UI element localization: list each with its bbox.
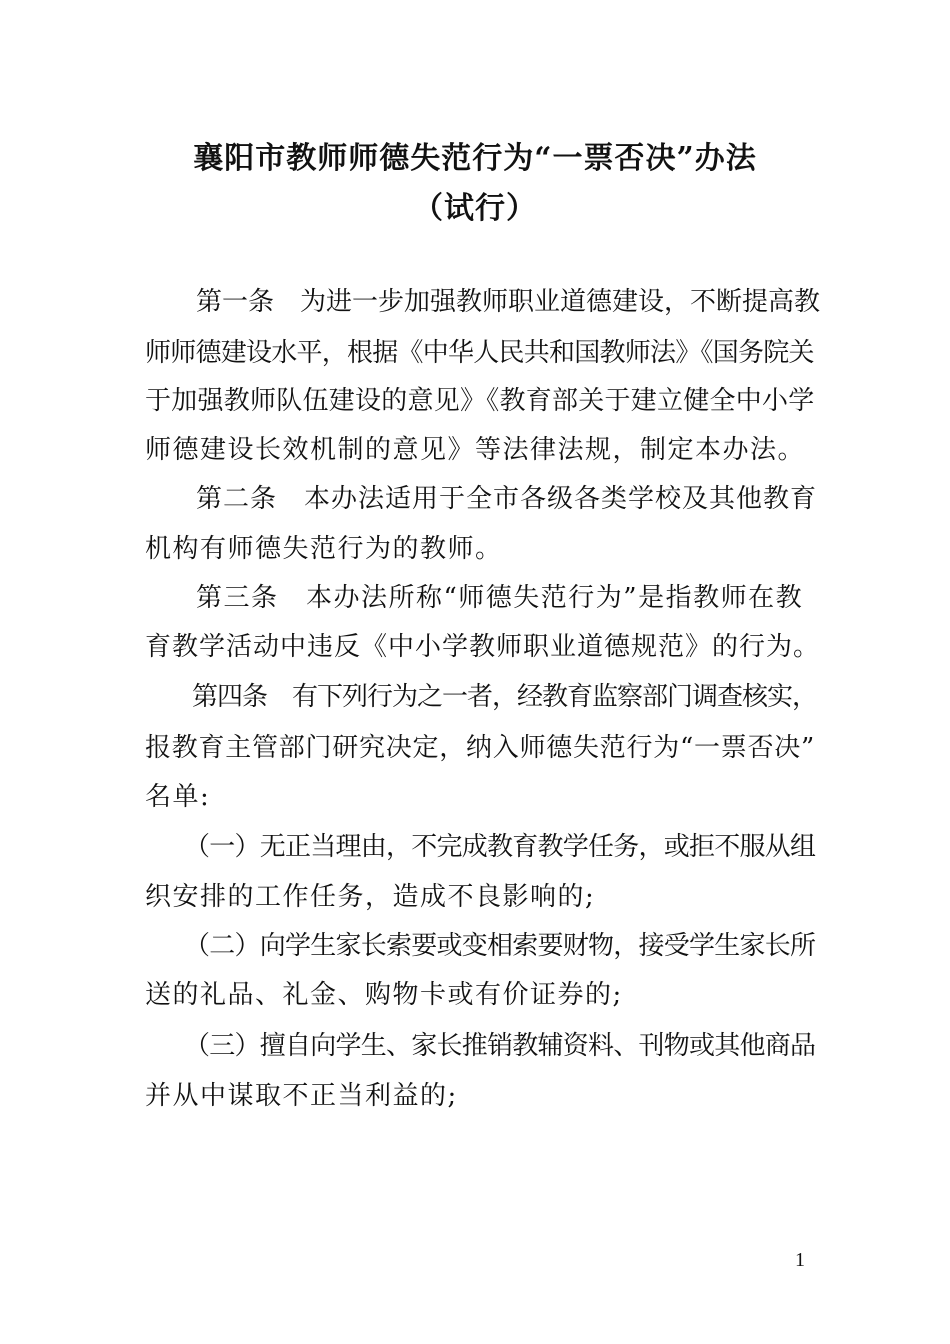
article-1-line-1: 第一条 为进一步加强教师职业道德建设，不断提高教 bbox=[196, 287, 821, 317]
clause-1-line-2: 织安排的工作任务，造成不良影响的; bbox=[145, 882, 596, 912]
document-title: 襄阳市教师师德失范行为“一票否决”办法 bbox=[193, 141, 757, 176]
article-1-line-4: 师德建设长效机制的意见》等法律法规，制定本办法。 bbox=[145, 435, 806, 465]
article-2-line-1: 第二条 本办法适用于全市各级各类学校及其他教育 bbox=[196, 484, 818, 514]
article-3-line-2: 育教学活动中违反《中小学教师职业道德规范》的行为。 bbox=[145, 632, 821, 662]
article-4-line-2: 报教育主管部门研究决定，纳入师德失范行为“一票否决” bbox=[145, 733, 816, 763]
article-1-line-3: 于加强教师队伍建设的意见》《教育部关于建立健全中小学 bbox=[145, 386, 815, 416]
clause-3-line-1: （三）擅自向学生、家长推销教辅资料、刊物或其他商品 bbox=[184, 1031, 816, 1061]
clause-2-line-1: （二）向学生家长索要或变相索要财物，接受学生家长所 bbox=[184, 931, 816, 961]
article-4-line-3: 名单: bbox=[145, 782, 211, 812]
article-3-line-1: 第三条 本办法所称“师德失范行为”是指教师在教 bbox=[196, 583, 804, 613]
clause-1-line-1: （一）无正当理由，不完成教育教学任务，或拒不服从组 bbox=[184, 832, 816, 862]
clause-3-line-2: 并从中谋取不正当利益的; bbox=[145, 1081, 458, 1111]
page-number: 1 bbox=[795, 1249, 805, 1271]
article-4-line-1: 第四条 有下列行为之一者，经教育监察部门调查核实， bbox=[192, 682, 818, 712]
article-2-line-2: 机构有师德失范行为的教师。 bbox=[145, 534, 503, 564]
article-1-line-2: 师师德建设水平，根据《中华人民共和国教师法》《国务院关 bbox=[145, 338, 814, 368]
clause-2-line-2: 送的礼品、礼金、购物卡或有价证券的; bbox=[145, 980, 623, 1010]
document-subtitle: （试行） bbox=[413, 191, 537, 226]
